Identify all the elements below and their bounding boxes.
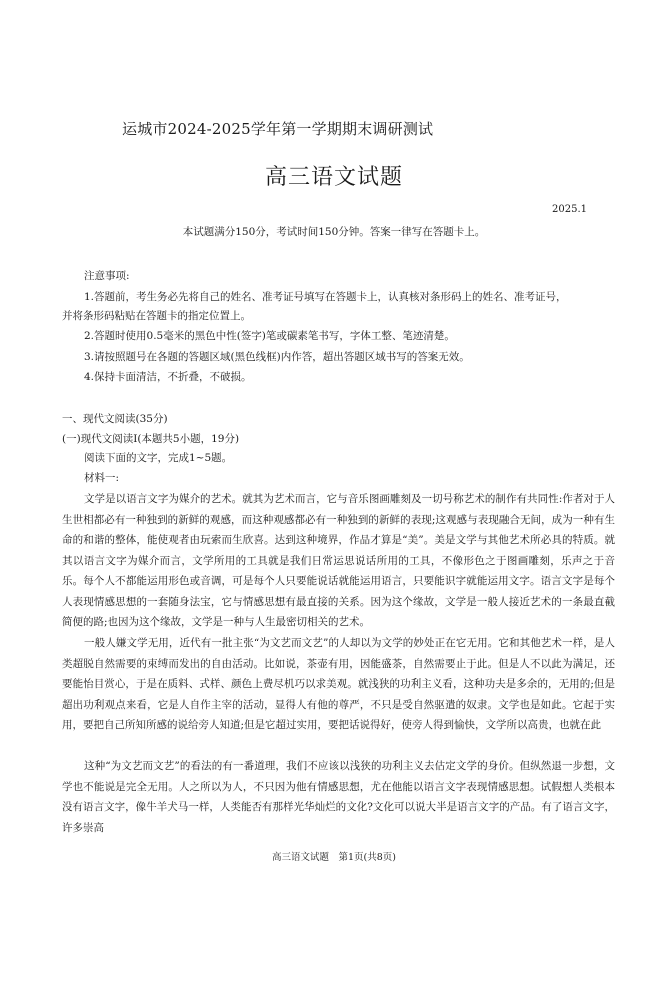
notes-item: 并将条形码粘贴在答题卡的指定位置上。 xyxy=(62,310,251,322)
paragraph: 文学是以语言文字为媒介的艺术。就其为艺术而言，它与音乐图画雕刻及一切号称艺术的制作有共同性:作者对于人生世相都必有一种独到的新鲜的观感，而这种观感都必有一种独到的新鲜的表现;这观感与表现融合无间，成为一种有生命的和谐的整体，能使观者由玩索而生欣喜。达到这种境界，作品才算是“美”。美是文学与其他艺术所必具的特质。就其以语言文字为媒介而言，文学所用的工具就是我们日常运思说话所用的工具，不像形色之于图画雕刻，乐声之于音乐。每个人不都能运用形色或音调，可是每个人只要能说话就能运用语言，只要能识字就能运用文字。语言文字是每个人表现情感思想的一套随身法宝，它与情感思想有最直接的关系。因为这个缘故，文学是一般人接近艺术的一条最直截简便的路;也因为这个缘故，文学是一种与人生最密切相关的艺术。 xyxy=(62,493,615,628)
section-heading: 一、现代文阅读(35分) xyxy=(62,413,168,425)
section-instruction: 阅读下面的文字，完成1~5题。 xyxy=(84,452,233,464)
exam-title: 高三语文试题 xyxy=(264,165,403,190)
material-label: 材料一: xyxy=(84,472,120,484)
paragraph: 一般人嫌文学无用，近代有一批主张“为文艺而文艺”的人却以为文学的妙处正在它无用。它和其他艺术一样，是人类超脱自然需要的束缚而发出的自由活动。比如说，茶壶有用，因能盛茶，自然需要止于此。但是人不以此为满足，还要能怡目赏心，于是在质料、式样、颜色上费尽机巧以求美观。就浅狭的功利主义看，这种功夫是多余的，无用的;但是超出功利观点来看，它是人自作主宰的活动，显得人有他的尊严，不只是受自然驱遣的奴隶。文学也是如此。它起于实用，要把自己所知所感的说给旁人知道;但是它超过实用，要把话说得好，使旁人得到愉快，文学所以高贵，也就在此 xyxy=(62,637,615,731)
notes-item: 2.答题时使用0.5毫米的黑色中性(签字)笔或碳素笔书写，字体工整、笔迹清楚。 xyxy=(84,330,455,342)
notes-heading: 注意事项: xyxy=(84,270,130,282)
notes-item: 4.保持卡面清洁，不折叠，不破损。 xyxy=(84,371,252,383)
exam-info: 本试题满分150分，考试时间150分钟。答案一律写在答题卡上。 xyxy=(182,226,486,238)
notes-item: 3.请按照题号在各题的答题区域(黑色线框)内作答，超出答题区域书写的答案无效。 xyxy=(84,351,470,363)
notes-item: 1.答题前，考生务必先将自己的姓名、准考证号填写在答题卡上，认真核对条形码上的姓名、准考证号， xyxy=(84,291,567,303)
page-footer: 高三语文试题 第1页(共8页) xyxy=(271,852,396,863)
paragraph: 这种“为文艺而文艺”的看法的有一番道理，我们不应该以浅狭的功利主义去估定文学的身价。但纵然退一步想，文学也不能说是完全无用。人之所以为人，不只因为他有情感思想，尤在他能以语言文字表现情感思想。试假想人类根本没有语言文字，像牛羊犬马一样，人类能否有那样光华灿烂的文化?文化可以说大半是语言文字的产品。有了语言文字，许多崇高 xyxy=(62,760,615,834)
exam-date: 2025.1 xyxy=(552,204,587,215)
section-sub-heading: (一)现代文阅读Ⅰ(本题共5小题，19分) xyxy=(62,433,240,445)
exam-subtitle: 运城市2024-2025学年第一学期期末调研测试 xyxy=(122,120,434,138)
